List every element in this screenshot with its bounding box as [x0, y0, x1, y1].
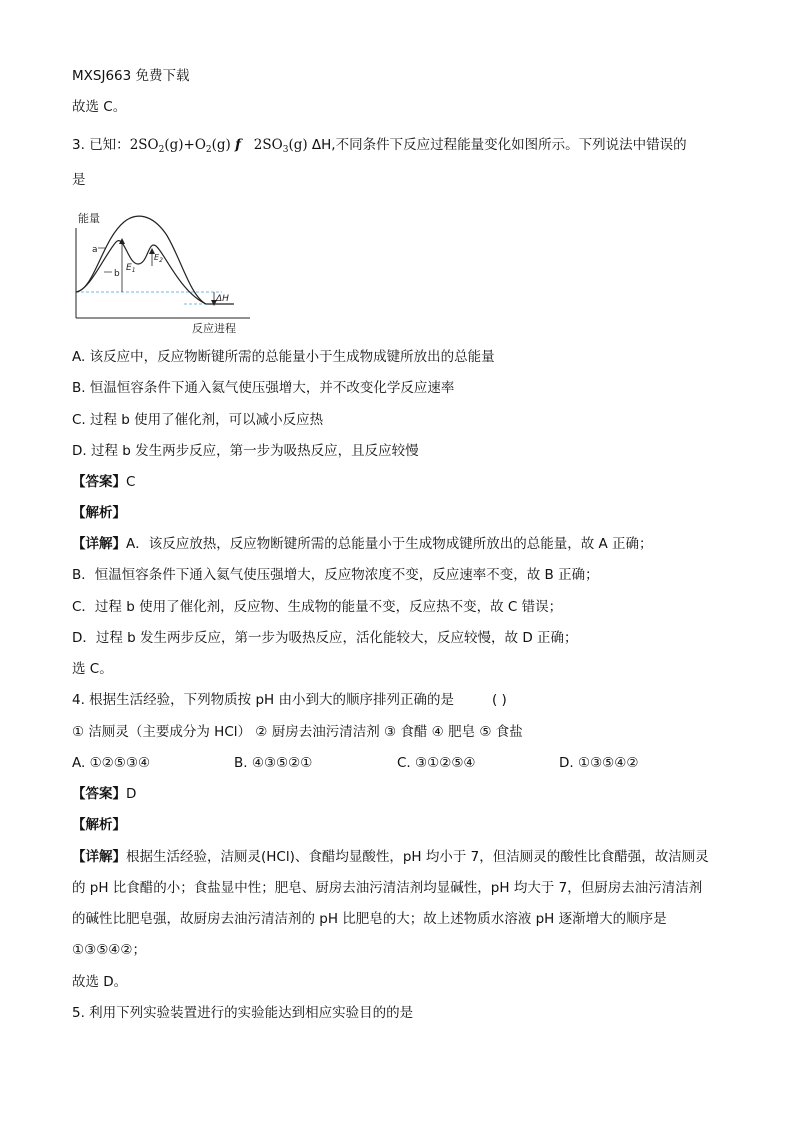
q3-option-a: A. 该反应中，反应物断键所需的总能量小于生成物成键所放出的总能量: [72, 349, 495, 365]
answer-value: C: [126, 474, 136, 490]
q4-option-b: B. ④③⑤②①: [234, 755, 313, 771]
q3-detail-line-3: C．过程 b 使用了催化剂，反应物、生成物的能量不变，反应热不变，故 C 错误；: [72, 599, 563, 615]
q4-detail-line-2: 的 pH 比食醋的小；食盐显中性；肥皂、厨房去油污清洁剂均显碱性，pH 均大于 7，但厨房去油污清洁剂: [72, 880, 703, 896]
previous-conclusion: 故选 C。: [72, 99, 127, 115]
q3-option-b: B. 恒温恒容条件下通入氦气使压强增大，并不改变化学反应速率: [72, 380, 455, 396]
y-axis-label: 能量: [78, 212, 100, 225]
q3-detail-line-5: 选 C。: [72, 661, 113, 677]
q5-stem: 5. 利用下列实验装置进行的实验能达到相应实验目的的是: [72, 1005, 414, 1021]
q4-option-c: C. ③①②⑤④: [397, 755, 476, 771]
label-e2: $E_2$: [154, 253, 163, 264]
q3-answer: [72, 472, 135, 492]
q4-options-row: [72, 753, 732, 773]
q3-option-d: D. 过程 b 发生两步反应，第一步为吸热反应，且反应较慢: [72, 443, 419, 459]
detail-tag: 【详解】: [72, 849, 126, 865]
q3-option-c: C. 过程 b 使用了催化剂，可以减小反应热: [72, 412, 324, 428]
label-b: b: [114, 269, 120, 279]
q4-detail-line-3: 的碱性比肥皂强，故厨房去油污清洁剂的 pH 比肥皂的大；故上述物质水溶液 pH 逐渐增大的顺序是: [72, 911, 667, 927]
q3-equation: $2SO_2(g)+O_2(g)$ f $2SO_3(g)$: [129, 137, 308, 155]
q4-option-d: D. ①③⑤④②: [559, 755, 639, 771]
q4-answer-blank: ( ): [491, 692, 507, 708]
q3-detail-line-4: D．过程 b 发生两步反应，第一步为吸热反应，活化能较大，反应较慢，故 D 正确；: [72, 630, 578, 646]
answer-tag: 【答案】: [72, 474, 126, 490]
q3-analysis-tag: 【解析】: [72, 505, 126, 521]
q4-stem: 4. 根据生活经验，下列物质按 pH 由小到大的顺序排列正确的是 ( ): [72, 692, 507, 708]
q4-answer: [72, 784, 136, 804]
q4-detail-line-1: 【详解】根据生活经验，洁厕灵(HCl)、食醋均显酸性，pH 均小于 7，但洁厕灵的酸性比食醋强，故洁厕灵: [72, 849, 709, 865]
q3-detail-line-1: 【详解】A．该反应放热，反应物断键所需的总能量小于生成物成键所放出的总能量，故 A 正确；: [72, 536, 653, 552]
q3-stem-continued: 是: [72, 172, 86, 188]
q4-detail-line-4: ①③⑤④②；: [72, 942, 147, 958]
q3-number: 3.: [72, 137, 85, 153]
watermark-text: MXSJ663 免费下载: [72, 68, 190, 84]
label-e1: $E_1$: [126, 263, 136, 274]
energy-profile-diagram: [72, 200, 254, 338]
x-axis-label: 反应进程: [192, 322, 236, 335]
detail-tag: 【详解】: [72, 536, 126, 552]
q4-items: ① 洁厕灵（主要成分为 HCl） ② 厨房去油污清洁剂 ③ 食醋 ④ 肥皂 ⑤ 食盐: [72, 724, 523, 740]
q3-stem-tail: ΔH,不同条件下反应过程能量变化如图所示。下列说法中错误的: [311, 137, 687, 153]
answer-value: D: [126, 786, 137, 802]
q4-option-a: A. ①②⑤③④: [72, 755, 151, 771]
q3-detail-line-2: B．恒温恒容条件下通入氦气使压强增大，反应物浓度不变，反应速率不变，故 B 正确；: [72, 567, 599, 583]
q3-lead: 已知：: [89, 137, 130, 153]
answer-tag: 【答案】: [72, 786, 126, 802]
label-a: a: [92, 245, 98, 255]
q3-stem: [72, 135, 687, 160]
label-delta-h: ΔH: [216, 294, 229, 304]
q4-analysis-tag: 【解析】: [72, 817, 126, 833]
q4-detail-line-5: 故选 D。: [72, 974, 128, 990]
